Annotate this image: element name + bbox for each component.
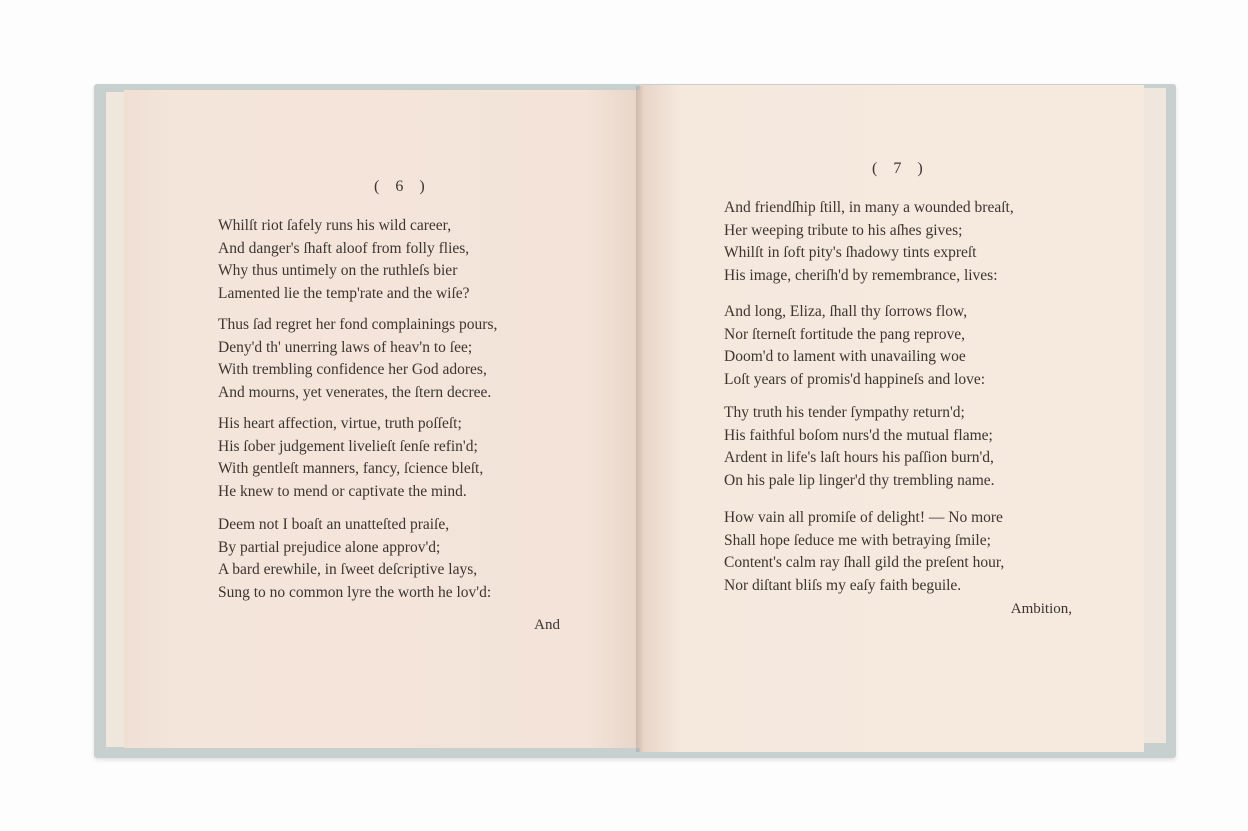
stanza [724,301,985,391]
verse-line: And danger's ſhaft aloof from folly flies, [218,239,470,257]
verse-line: His image, cheriſh'd by remembrance, lives: [724,266,998,284]
verse-line: Deem not I boaſt an unatteſted praiſe, [218,516,450,533]
stanza [218,514,491,604]
stanza [724,402,995,492]
verse-line: Thy truth his tender ſympathy return'd; [724,404,965,421]
verse-line: His heart affection, virtue, truth poſſeſt; [218,415,462,432]
verse-line: Why thus untimely on the ruthleſs bier [218,262,458,280]
verse-line: And friendſhip ſtill, in many a wounded breaſt, [724,199,1014,216]
verse-line: And mourns, yet venerates, the ſtern decree. [218,383,492,401]
verse-line: Whilſt in ſoft pity's ſhadowy tints expreſt [724,244,977,262]
verse-line: Whilſt riot ſafely runs his wild career, [218,217,452,234]
verse-line: Lamented lie the temp'rate and the wiſe? [218,284,470,302]
page-number: ( 6 ) [374,178,431,195]
verse-line: Content's calm ray ſhall gild the preſent hour, [724,554,1005,572]
verse-line: By partial prejudice alone approv'd; [218,538,441,556]
verse-line: Ardent in life's laſt hours his paſſion burn'd, [724,449,994,467]
verse-line: Thus ſad regret her fond complainings pours, [218,316,498,333]
catchword: And [534,617,560,633]
catchword: Ambition, [1010,601,1072,617]
verse-line: Doom'd to lament with unavailing woe [724,348,966,366]
verse-line: With gentleſt manners, fancy, ſcience bleſt, [218,460,484,478]
verse-line: On his pale lip linger'd thy trembling name. [724,471,995,489]
verse-line: Loſt years of promis'd happineſs and love: [724,370,986,388]
verse-line: Sung to no common lyre the worth he lov'd: [218,583,492,601]
stanza [218,215,470,305]
verse-line: How vain all promiſe of delight! — No more [724,509,1003,526]
verse-line: Nor ſterneſt fortitude the pang reprove, [724,325,966,343]
verse-line: Her weeping tribute to his aſhes gives; [724,221,963,239]
verse-line: A bard erewhile, in ſweet deſcriptive lays, [218,561,478,579]
page-number: ( 7 ) [872,160,929,177]
verse-line: His ſober judgement livelieſt ſenſe refin'd; [218,437,478,455]
stanza [724,507,1004,597]
stanza [218,413,483,503]
verse-line: His faithful boſom nurs'd the mutual flame; [724,426,993,444]
book-gutter [636,86,644,752]
stanza [724,197,1014,287]
right-page [640,85,1144,752]
verse-line: Shall hope ſeduce me with betraying ſmile; [724,531,991,549]
verse-line: And long, Eliza, ſhall thy ſorrows flow, [724,303,968,320]
left-page [124,90,640,748]
verse-line: Nor diſtant bliſs my eaſy faith beguile. [724,576,962,594]
verse-line: With trembling confidence her God adores, [218,361,487,379]
verse-line: Deny'd th' unerring laws of heav'n to ſee; [218,338,473,356]
verse-line: He knew to mend or captivate the mind. [218,482,467,500]
stanza [218,314,497,404]
